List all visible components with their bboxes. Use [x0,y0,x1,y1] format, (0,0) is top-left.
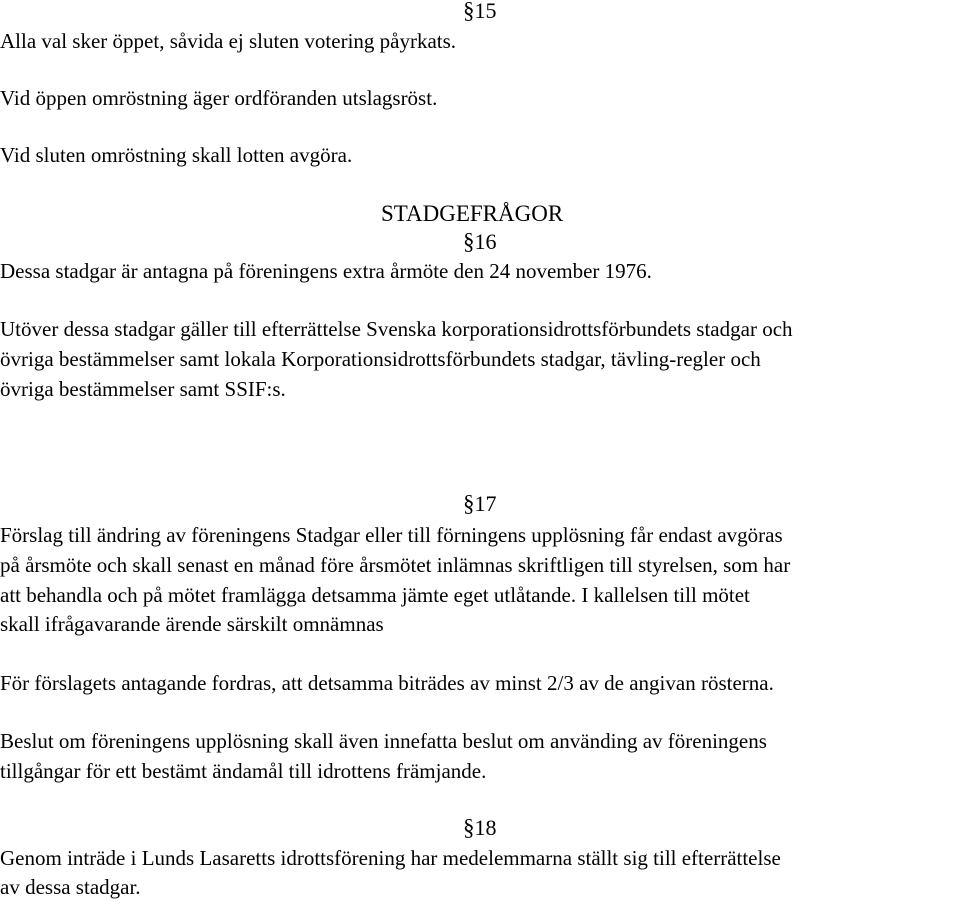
section-heading-17 [463,491,497,517]
paragraph-line: skall ifrågavarande ärende särskilt omnämnas [0,612,384,636]
section-number: 15 [474,0,497,23]
section-heading-16 [463,229,497,255]
section-symbol: § [463,491,475,516]
paragraph-line: övriga bestämmelser samt SSIF:s. [0,377,286,401]
paragraph-line: tillgångar för ett bestämt ändamål till idrottens främjande. [0,759,487,783]
paragraph-line: att behandla och på mötet framlägga detsamma jämte eget utlåtande. I kallelsen till mötet [0,583,750,607]
paragraph-line: Utöver dessa stadgar gäller till efterrättelse Svenska korporationsidrottsförbundets stadgar och [0,317,793,341]
section-symbol: § [463,229,475,254]
section-heading-18 [463,815,497,841]
paragraph-line: Beslut om föreningens upplösning skall även innefatta beslut om använding av föreningens [0,729,767,753]
section-number: 18 [474,815,497,840]
paragraph-line: Vid sluten omröstning skall lotten avgöra. [0,143,353,167]
section-symbol: § [463,0,475,23]
paragraph-line: Vid öppen omröstning äger ordföranden utslagsröst. [0,86,438,110]
section-number: 17 [474,491,497,516]
paragraph-line: av dessa stadgar. [0,875,141,899]
paragraph-line: För förslagets antagande fordras, att detsamma biträdes av minst 2/3 av de angivan rösterna. [0,671,774,695]
section-symbol: § [463,815,475,840]
paragraph-line: Förslag till ändring av föreningens Stadgar eller till förningens upplösning får endast avgöras [0,523,783,547]
section-heading-15 [463,0,497,24]
paragraph-line: övriga bestämmelser samt lokala Korporationsidrottsförbundets stadgar, tävling-regler och [0,347,761,371]
paragraph-line: på årsmöte och skall senast en månad före årsmötet inlämnas skriftligen till styrelsen, som har [0,553,791,577]
paragraph-line: Genom inträde i Lunds Lasaretts idrottsförening har medelemmarna ställt sig till efterrättelse [0,846,781,870]
paragraph-line: Alla val sker öppet, såvida ej sluten votering påyrkats. [0,29,457,53]
section-number: 16 [474,229,497,254]
paragraph-line: Dessa stadgar är antagna på föreningens extra årmöte den 24 november 1976. [0,259,652,283]
chapter-heading: STADGEFRÅGOR [381,201,564,226]
